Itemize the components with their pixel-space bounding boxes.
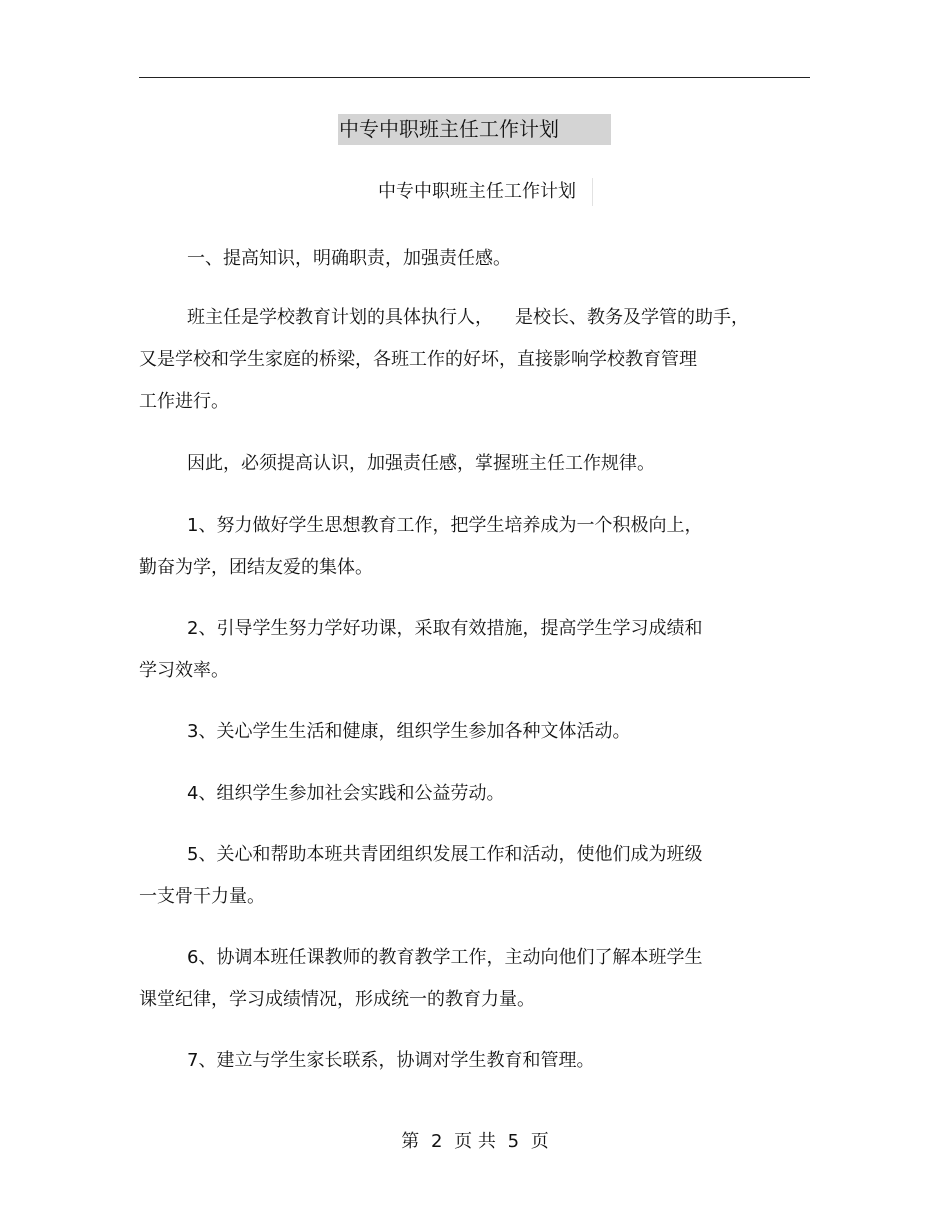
text-line: 4、组织学生参加社会实践和公益劳动。 bbox=[187, 783, 505, 804]
text-line: 2、引导学生努力学好功课，采取有效措施，提高学生学习成绩和 bbox=[187, 618, 703, 639]
text-line: 一支骨干力量。 bbox=[139, 886, 265, 907]
paragraph bbox=[139, 443, 811, 485]
header-rule bbox=[139, 77, 810, 78]
list-item bbox=[139, 773, 811, 815]
text-line: 因此，必须提高认识，加强责任感，掌握班主任工作规律。 bbox=[187, 453, 655, 474]
text-line: 学习效率。 bbox=[139, 660, 229, 681]
footer-middle: 页 共 bbox=[454, 1131, 496, 1152]
text-line: 工作进行。 bbox=[139, 391, 229, 412]
list-item bbox=[139, 1040, 811, 1082]
paragraph bbox=[139, 297, 811, 423]
text-line bbox=[139, 297, 811, 339]
text-line: 6、协调本班任课教师的教育教学工作，主动向他们了解本班学生 bbox=[187, 947, 703, 968]
text-line: 1、努力做好学生思想教育工作，把学生培养成为一个积极向上， bbox=[187, 515, 703, 536]
text-line: 勤奋为学，团结友爱的集体。 bbox=[139, 557, 373, 578]
text-segment: 是校长、教务及学管的助手， bbox=[515, 307, 749, 328]
text-segment: 班主任是学校教育计划的具体执行人， bbox=[187, 307, 493, 328]
text-line: 5、关心和帮助本班共青团组织发展工作和活动，使他们成为班级 bbox=[187, 844, 703, 865]
text-line: 课堂纪律，学习成绩情况，形成统一的教育力量。 bbox=[139, 989, 535, 1010]
page-number: 2 bbox=[430, 1131, 443, 1152]
list-item bbox=[139, 937, 811, 1021]
list-item bbox=[139, 834, 811, 918]
page-total: 5 bbox=[507, 1131, 520, 1152]
text-line: 一、提高知识，明确职责，加强责任感。 bbox=[187, 248, 511, 269]
document-subtitle: 中专中职班主任工作计划 bbox=[378, 178, 593, 206]
text-line: 7、建立与学生家长联系，协调对学生教育和管理。 bbox=[187, 1050, 595, 1071]
list-item bbox=[139, 505, 811, 589]
page-footer bbox=[0, 1128, 950, 1156]
text-line: 3、关心学生生活和健康，组织学生参加各种文体活动。 bbox=[187, 721, 631, 742]
section-heading bbox=[139, 238, 811, 280]
footer-prefix: 第 bbox=[401, 1131, 420, 1152]
list-item bbox=[139, 711, 811, 753]
list-item bbox=[139, 608, 811, 692]
text-line: 又是学校和学生家庭的桥梁，各班工作的好坏，直接影响学校教育管理 bbox=[139, 349, 697, 370]
footer-suffix: 页 bbox=[530, 1131, 549, 1152]
document-title: 中专中职班主任工作计划 bbox=[338, 114, 611, 145]
